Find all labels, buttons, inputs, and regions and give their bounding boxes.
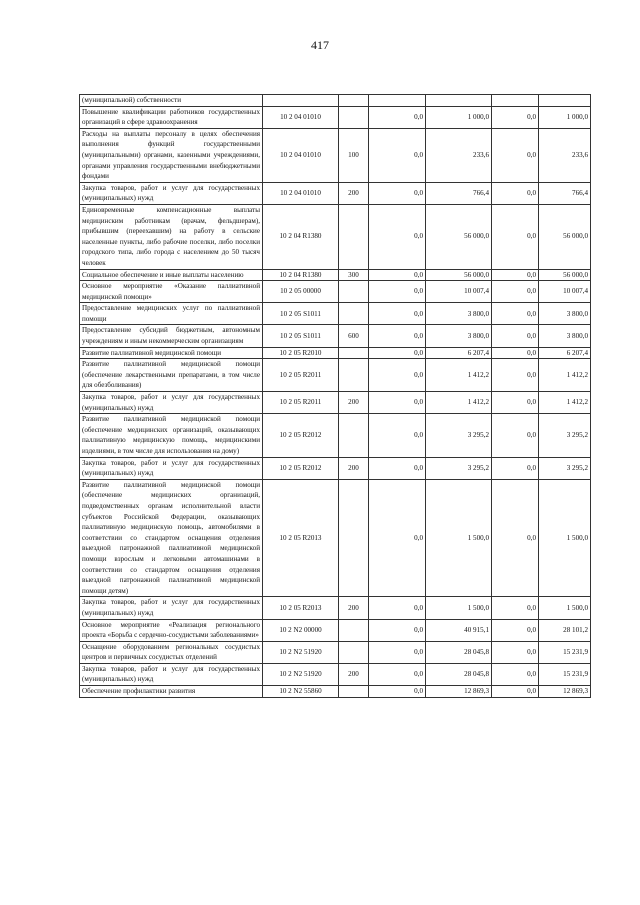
- row-amount-2: 28 045,8: [426, 641, 492, 663]
- row-code: 10 2 05 R2012: [263, 414, 339, 457]
- table-row: [80, 325, 591, 347]
- row-code: 10 2 04 R1380: [263, 204, 339, 269]
- row-amount-2: 3 295,2: [426, 457, 492, 479]
- table-row: [80, 619, 591, 641]
- row-amount-3: 0,0: [492, 597, 539, 619]
- row-name: Развитие паллиативной медицинской помощи: [80, 347, 263, 359]
- budget-table: [79, 94, 591, 698]
- row-code: 10 2 04 01010: [263, 128, 339, 182]
- row-amount-4: 3 800,0: [539, 303, 591, 325]
- row-amount-2: 1 500,0: [426, 597, 492, 619]
- table-row: [80, 597, 591, 619]
- row-amount-2: 233,6: [426, 128, 492, 182]
- row-amount-3: 0,0: [492, 303, 539, 325]
- row-amount-1: 0,0: [369, 204, 426, 269]
- row-code: 10 2 04 01010: [263, 106, 339, 128]
- row-amount-1: 0,0: [369, 686, 426, 698]
- row-name: Повышение квалификации работников государственных организаций в сфере здравоохранения: [80, 106, 263, 128]
- row-amount-4: 1 412,2: [539, 392, 591, 414]
- row-code: 10 2 04 R1380: [263, 269, 339, 281]
- table-row: [80, 269, 591, 281]
- row-amount-2: 12 869,3: [426, 686, 492, 698]
- table-row: [80, 414, 591, 457]
- row-amount-4: 1 412,2: [539, 359, 591, 392]
- row-amount-1: 0,0: [369, 597, 426, 619]
- row-amount-2: 1 412,2: [426, 392, 492, 414]
- row-expense-type: 600: [339, 325, 369, 347]
- row-code: 10 2 N2 51920: [263, 641, 339, 663]
- row-expense-type: [339, 281, 369, 303]
- row-amount-3: 0,0: [492, 414, 539, 457]
- row-amount-4: 6 207,4: [539, 347, 591, 359]
- row-amount-1: [369, 95, 426, 107]
- row-amount-4: 1 500,0: [539, 597, 591, 619]
- row-amount-3: 0,0: [492, 359, 539, 392]
- row-amount-3: 0,0: [492, 281, 539, 303]
- table-row: [80, 347, 591, 359]
- row-amount-4: 28 101,2: [539, 619, 591, 641]
- row-code: 10 2 05 R2011: [263, 392, 339, 414]
- table-row: [80, 663, 591, 685]
- row-amount-1: 0,0: [369, 641, 426, 663]
- row-code: [263, 95, 339, 107]
- row-amount-2: 1 412,2: [426, 359, 492, 392]
- row-name: Оснащение оборудованием региональных сосудистых центров и первичных сосудистых отделений: [80, 641, 263, 663]
- row-code: 10 2 N2 00000: [263, 619, 339, 641]
- row-amount-1: 0,0: [369, 392, 426, 414]
- table-row: [80, 128, 591, 182]
- row-expense-type: [339, 106, 369, 128]
- row-amount-2: 3 800,0: [426, 303, 492, 325]
- row-name: Развитие паллиативной медицинской помощи (обеспечение медицинских организаций, подведомственных органам исполнительной власти субъектов Российской Федерации, оказывающих паллиативную медицинскую помощь, автомобилями в соответствии со стандартом оснащения отделения выездной патронажной паллиативной медицинской помощи взрослым и легковыми автомашинами в соответствии со стандартом оснащения отделения выездной патронажной паллиативной медицинской помощи детям): [80, 479, 263, 597]
- row-expense-type: 200: [339, 663, 369, 685]
- row-amount-4: 1 000,0: [539, 106, 591, 128]
- row-amount-4: 15 231,9: [539, 663, 591, 685]
- table-row: [80, 106, 591, 128]
- row-expense-type: 100: [339, 128, 369, 182]
- row-name: Единовременные компенсационные выплаты медицинским работникам (врачам, фельдшерам), прибывшим (переехавшим) на работу в сельские населенные пункты, либо рабочие поселки, либо поселки городского типа, либо города с населением до 50 тысяч человек: [80, 204, 263, 269]
- row-amount-1: 0,0: [369, 359, 426, 392]
- row-amount-1: 0,0: [369, 106, 426, 128]
- row-name: Закупка товаров, работ и услуг для государственных (муниципальных) нужд: [80, 392, 263, 414]
- row-code: 10 2 05 R2012: [263, 457, 339, 479]
- row-amount-1: 0,0: [369, 663, 426, 685]
- row-amount-1: 0,0: [369, 269, 426, 281]
- row-amount-2: 766,4: [426, 182, 492, 204]
- row-expense-type: [339, 414, 369, 457]
- row-expense-type: [339, 479, 369, 597]
- row-amount-3: 0,0: [492, 641, 539, 663]
- row-amount-1: 0,0: [369, 619, 426, 641]
- row-amount-4: 10 007,4: [539, 281, 591, 303]
- row-expense-type: [339, 686, 369, 698]
- row-expense-type: [339, 95, 369, 107]
- row-expense-type: 200: [339, 182, 369, 204]
- table-row: [80, 359, 591, 392]
- row-code: 10 2 05 R2010: [263, 347, 339, 359]
- row-amount-3: 0,0: [492, 457, 539, 479]
- row-code: 10 2 N2 51920: [263, 663, 339, 685]
- row-amount-2: 3 800,0: [426, 325, 492, 347]
- row-code: 10 2 05 R2013: [263, 479, 339, 597]
- row-expense-type: [339, 641, 369, 663]
- row-expense-type: 200: [339, 457, 369, 479]
- row-code: 10 2 04 01010: [263, 182, 339, 204]
- row-amount-3: 0,0: [492, 619, 539, 641]
- row-amount-3: 0,0: [492, 182, 539, 204]
- budget-table-body: [80, 95, 591, 698]
- row-code: 10 2 05 R2013: [263, 597, 339, 619]
- table-row: [80, 457, 591, 479]
- row-amount-3: 0,0: [492, 347, 539, 359]
- row-amount-3: 0,0: [492, 686, 539, 698]
- row-amount-3: 0,0: [492, 479, 539, 597]
- page-number: 417: [311, 38, 329, 52]
- row-amount-2: 3 295,2: [426, 414, 492, 457]
- row-amount-2: 40 915,1: [426, 619, 492, 641]
- row-name: Закупка товаров, работ и услуг для государственных (муниципальных) нужд: [80, 663, 263, 685]
- row-code: 10 2 N2 55860: [263, 686, 339, 698]
- row-name: Основное мероприятие «Реализация регионального проекта «Борьба с сердечно-сосудистыми заболеваниями»: [80, 619, 263, 641]
- row-amount-1: 0,0: [369, 479, 426, 597]
- row-amount-4: 233,6: [539, 128, 591, 182]
- row-code: 10 2 05 S1011: [263, 303, 339, 325]
- row-amount-1: 0,0: [369, 457, 426, 479]
- row-expense-type: [339, 347, 369, 359]
- row-amount-2: 10 007,4: [426, 281, 492, 303]
- table-row: [80, 686, 591, 698]
- row-expense-type: 200: [339, 392, 369, 414]
- row-name: Предоставление субсидий бюджетным, автономным учреждениям и иным некоммерческим организациям: [80, 325, 263, 347]
- row-amount-2: 28 045,8: [426, 663, 492, 685]
- row-amount-1: 0,0: [369, 281, 426, 303]
- row-amount-3: 0,0: [492, 663, 539, 685]
- row-name: Закупка товаров, работ и услуг для государственных (муниципальных) нужд: [80, 182, 263, 204]
- row-amount-4: 3 295,2: [539, 414, 591, 457]
- table-row: [80, 281, 591, 303]
- row-expense-type: 300: [339, 269, 369, 281]
- row-amount-1: 0,0: [369, 182, 426, 204]
- row-amount-3: [492, 95, 539, 107]
- row-code: 10 2 05 R2011: [263, 359, 339, 392]
- row-name: Закупка товаров, работ и услуг для государственных (муниципальных) нужд: [80, 457, 263, 479]
- row-expense-type: [339, 619, 369, 641]
- row-amount-1: 0,0: [369, 303, 426, 325]
- row-amount-1: 0,0: [369, 347, 426, 359]
- row-expense-type: [339, 204, 369, 269]
- row-name: Предоставление медицинских услуг по паллиативной помощи: [80, 303, 263, 325]
- row-name: Социальное обеспечение и иные выплаты населению: [80, 269, 263, 281]
- row-amount-2: [426, 95, 492, 107]
- row-amount-4: 3 800,0: [539, 325, 591, 347]
- row-amount-4: 1 500,0: [539, 479, 591, 597]
- row-amount-4: 3 295,2: [539, 457, 591, 479]
- row-name: Обеспечение профилактики развития: [80, 686, 263, 698]
- row-amount-3: 0,0: [492, 392, 539, 414]
- row-amount-4: [539, 95, 591, 107]
- row-amount-3: 0,0: [492, 269, 539, 281]
- row-name: Развитие паллиативной медицинской помощи (обеспечение лекарственными препаратами, в том числе для обезболивания): [80, 359, 263, 392]
- row-amount-3: 0,0: [492, 325, 539, 347]
- table-row: [80, 182, 591, 204]
- table-row: [80, 641, 591, 663]
- row-amount-2: 6 207,4: [426, 347, 492, 359]
- row-name: Основное мероприятие «Оказание паллиативной медицинской помощи»: [80, 281, 263, 303]
- row-amount-3: 0,0: [492, 128, 539, 182]
- row-name: (муниципальной) собственности: [80, 95, 263, 107]
- row-amount-1: 0,0: [369, 325, 426, 347]
- row-expense-type: 200: [339, 597, 369, 619]
- row-amount-4: 15 231,9: [539, 641, 591, 663]
- table-row: [80, 204, 591, 269]
- row-name: Развитие паллиативной медицинской помощи (обеспечение медицинских организаций, оказывающих паллиативную медицинскую помощь, медицинскими изделиями, в том числе для использования на дому): [80, 414, 263, 457]
- row-amount-4: 56 000,0: [539, 204, 591, 269]
- table-row: [80, 392, 591, 414]
- row-code: 10 2 05 00000: [263, 281, 339, 303]
- row-expense-type: [339, 303, 369, 325]
- row-amount-4: 56 000,0: [539, 269, 591, 281]
- table-row: [80, 95, 591, 107]
- row-amount-4: 766,4: [539, 182, 591, 204]
- row-amount-4: 12 869,3: [539, 686, 591, 698]
- row-name: Расходы на выплаты персоналу в целях обеспечения выполнения функций государственными (муниципальными) органами, казенными учреждениями, органами управления государственными внебюджетными фондами: [80, 128, 263, 182]
- row-amount-2: 56 000,0: [426, 269, 492, 281]
- table-row: [80, 479, 591, 597]
- row-name: Закупка товаров, работ и услуг для государственных (муниципальных) нужд: [80, 597, 263, 619]
- table-row: [80, 303, 591, 325]
- row-amount-3: 0,0: [492, 204, 539, 269]
- row-amount-2: 1 000,0: [426, 106, 492, 128]
- row-amount-1: 0,0: [369, 414, 426, 457]
- row-code: 10 2 05 S1011: [263, 325, 339, 347]
- row-amount-1: 0,0: [369, 128, 426, 182]
- row-expense-type: [339, 359, 369, 392]
- row-amount-2: 56 000,0: [426, 204, 492, 269]
- row-amount-3: 0,0: [492, 106, 539, 128]
- row-amount-2: 1 500,0: [426, 479, 492, 597]
